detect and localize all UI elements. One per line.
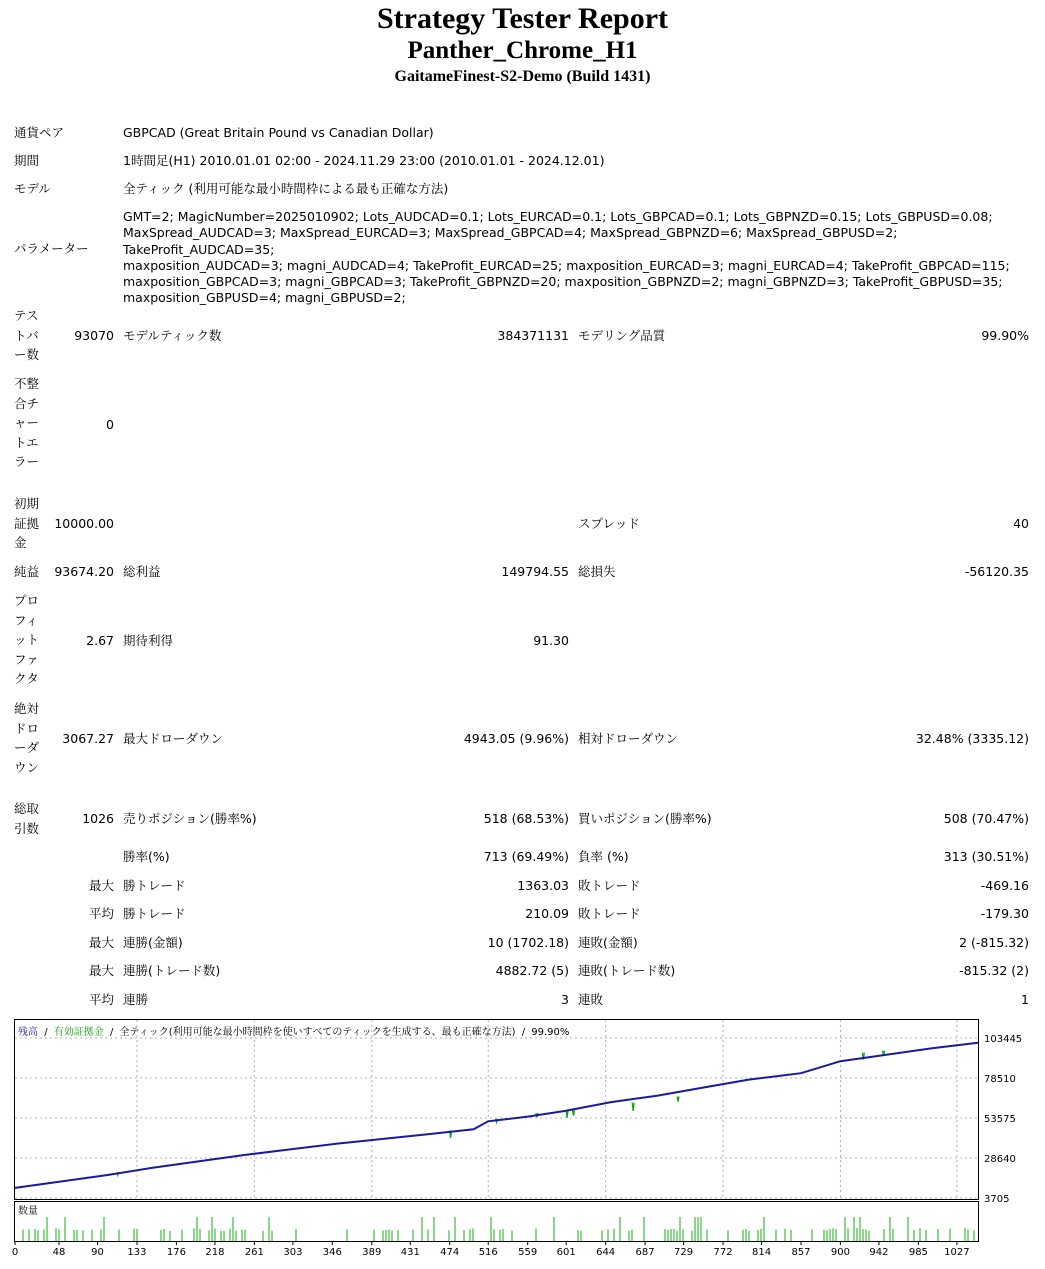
consec-win-cnt-label: 連勝(トレード数): [123, 963, 221, 978]
volume-plot-frame: [15, 1202, 979, 1242]
avg-consec-loss-label: 連敗: [578, 992, 604, 1007]
avg-consec-win-value: 3: [561, 992, 569, 1007]
rel-drawdown-value: 32.48% (3335.12): [915, 731, 1029, 746]
mismatch-label-line: ャー: [14, 415, 40, 431]
x-tick-label: 559: [518, 1247, 538, 1258]
params-value: [123, 209, 1023, 307]
abs-drawdown-label-line: ウン: [14, 759, 40, 775]
trades-label: [14, 799, 50, 838]
long-positions-value: 508 (70.47%): [943, 811, 1029, 826]
x-tick-label: 814: [752, 1247, 772, 1258]
x-tick-label: 857: [791, 1247, 811, 1258]
spread-value: 40: [1013, 516, 1029, 531]
trades-label-line: 引数: [14, 820, 40, 836]
legend-separator: /: [109, 1027, 114, 1038]
report-title: Strategy Tester Report: [376, 2, 669, 35]
x-tick-label: 601: [556, 1247, 576, 1258]
x-tick-label: 389: [362, 1247, 382, 1258]
x-tick-label: 431: [400, 1247, 420, 1258]
profit-factor-label-line: フィ: [14, 612, 39, 628]
win-rate-label: 勝率(%): [123, 849, 170, 864]
params-line: maxposition_GBPUSD=4; magni_GBPUSD=2;: [123, 290, 406, 306]
consec-win-amt-value: 10 (1702.18): [487, 935, 569, 950]
avg-consec-label: 平均: [88, 992, 114, 1007]
params-line: maxposition_AUDCAD=3; magni_AUDCAD=4; TakeProfit_EURCAD=25; maxposition_EURCAD=3; magni_EURCAD=4; TakeProfit_GBPCAD=115;: [123, 257, 1010, 273]
ticks-value: 384371131: [497, 328, 569, 343]
params-line: MaxSpread_AUDCAD=3; MaxSpread_EURCAD=3; MaxSpread_GBPCAD=4; MaxSpread_GBPNZD=6; MaxSpread_GBPUSD=2; TakeProfit_AUDCAD=35;: [123, 225, 898, 257]
bars-label: [14, 306, 50, 365]
gross-profit-label: 総利益: [123, 564, 161, 579]
profit-factor-label-line: ット: [14, 632, 40, 648]
bars-value: 93070: [74, 328, 114, 343]
x-tick-label: 644: [596, 1247, 616, 1258]
loss-rate-value: 313 (30.51%): [943, 849, 1029, 864]
expected-payoff-value: 91.30: [533, 633, 569, 648]
quality-value: 99.90%: [981, 328, 1029, 343]
x-tick-label: 516: [478, 1247, 498, 1258]
bars-label-line: テス: [14, 308, 39, 323]
deposit-label-line: 金: [14, 535, 27, 551]
net-label: 純益: [14, 564, 40, 579]
short-positions-label: 売りポジション(勝率%): [123, 811, 257, 826]
mismatch-label-line: トエ: [14, 434, 39, 450]
x-tick-label: 0: [11, 1247, 19, 1258]
symbol-label: 通貨ペア: [14, 125, 65, 140]
largest-label: 最大: [88, 878, 114, 893]
abs-drawdown-value: 3067.27: [62, 731, 114, 746]
legend-quality: 99.90%: [531, 1027, 570, 1038]
x-tick-label: 687: [635, 1247, 655, 1258]
volume-label: 数量: [18, 1206, 38, 1217]
consec-win-cnt-value: 4882.72 (5): [495, 963, 569, 978]
average-label: 平均: [88, 906, 114, 921]
mismatch-label: [14, 374, 50, 472]
bars-label-line: トバ: [14, 327, 39, 343]
model-value: 全ティック (利用可能な最小時間枠による最も正確な方法): [123, 181, 449, 196]
chart-legend: [18, 1025, 569, 1038]
y-tick-label: 53575: [984, 1114, 1016, 1125]
x-tick-label: 133: [127, 1247, 147, 1258]
consec-loss-amt-value: 2 (-815.32): [959, 935, 1029, 950]
mismatch-value: 0: [106, 417, 114, 432]
legend-equity: 有効証拠金: [53, 1027, 104, 1038]
mismatch-label-line: 合チ: [14, 395, 40, 411]
x-tick-label: 985: [908, 1247, 928, 1258]
params-label: パラメーター: [14, 241, 89, 256]
y-tick-label: 28640: [984, 1154, 1016, 1165]
avg-consec-win-label: 連勝: [123, 992, 149, 1007]
max-drawdown-value: 4943.05 (9.96%): [463, 731, 569, 746]
period-label: 期間: [14, 153, 40, 168]
avg-loss-label: 敗トレード: [578, 906, 641, 921]
x-tick-label: 346: [322, 1247, 342, 1258]
avg-win-label: 勝トレード: [123, 906, 186, 921]
profit-factor-label-line: プロ: [14, 593, 40, 608]
gross-loss-value: -56120.35: [964, 564, 1029, 579]
x-tick-label: 474: [440, 1247, 460, 1258]
x-axis-ticks: [12, 1242, 970, 1258]
avg-win-value: 210.09: [525, 906, 569, 921]
max-drawdown-label: 最大ドローダウン: [123, 731, 224, 746]
deposit-value: 10000.00: [54, 516, 114, 531]
trades-label-line: 総取: [14, 801, 40, 816]
server-name: GaitameFinest-S2-Demo (Build 1431): [394, 68, 651, 85]
legend-separator: /: [44, 1027, 48, 1038]
x-tick-label: 176: [166, 1247, 186, 1258]
consec-win-amt-label: 連勝(金額): [123, 935, 183, 950]
profit-factor-value: 2.67: [86, 633, 114, 648]
y-tick-label: 103445: [984, 1034, 1023, 1045]
profit-factor-label: [14, 591, 50, 689]
max-consec-amt-label: 最大: [88, 935, 114, 950]
y-tick-label: 78510: [984, 1074, 1016, 1085]
x-tick-label: 303: [283, 1247, 303, 1258]
x-tick-label: 772: [713, 1247, 733, 1258]
legend-separator: /: [521, 1027, 526, 1038]
largest-loss-value: -469.16: [980, 878, 1029, 893]
spread-label: スプレッド: [578, 516, 640, 531]
trades-value: 1026: [82, 811, 114, 826]
x-tick-label: 1027: [944, 1247, 970, 1258]
period-value: 1時間足(H1) 2010.01.01 02:00 - 2024.11.29 23:00 (2010.01.01 - 2024.12.01): [123, 153, 605, 168]
gross-profit-value: 149794.55: [501, 564, 569, 579]
largest-win-label: 勝トレード: [123, 878, 186, 893]
y-tick-label: 3705: [984, 1194, 1010, 1205]
max-consec-cnt-label: 最大: [88, 963, 114, 978]
expected-payoff-label: 期待利得: [123, 633, 174, 648]
x-tick-label: 900: [830, 1247, 850, 1258]
abs-drawdown-label-line: ドロ: [14, 720, 40, 736]
mismatch-label-line: ラー: [14, 454, 40, 470]
profit-factor-label-line: クタ: [14, 671, 39, 687]
y-axis-ticks: [984, 1034, 1022, 1205]
short-positions-value: 518 (68.53%): [483, 811, 569, 826]
equity-chart: [0, 1015, 1045, 1269]
win-rate-value: 713 (69.49%): [483, 849, 569, 864]
quality-label: モデリング品質: [578, 328, 666, 343]
profit-factor-label-line: ファ: [14, 651, 39, 667]
main-plot-frame: [15, 1020, 979, 1200]
mismatch-label-line: 不整: [14, 376, 40, 391]
bars-label-line: ー数: [14, 347, 40, 363]
deposit-label-line: 証拠: [14, 515, 40, 531]
deposit-label-line: 初期: [14, 496, 40, 511]
x-tick-label: 48: [52, 1247, 66, 1258]
abs-drawdown-label-line: ーダ: [14, 740, 40, 756]
x-tick-label: 729: [674, 1247, 694, 1258]
params-line: GMT=2; MagicNumber=2025010902; Lots_AUDCAD=0.1; Lots_EURCAD=0.1; Lots_GBPCAD=0.1; Lots_GBPNZD=0.15; Lots_GBPUSD=0.08;: [123, 209, 993, 224]
abs-drawdown-label-line: 絶対: [14, 701, 40, 716]
long-positions-label: 買いポジション(勝率%): [578, 811, 712, 826]
x-tick-label: 90: [91, 1247, 104, 1258]
rel-drawdown-label: 相対ドローダウン: [578, 731, 679, 746]
x-tick-label: 218: [205, 1247, 225, 1258]
consec-loss-amt-label: 連敗(金額): [578, 935, 638, 950]
consec-loss-cnt-label: 連敗(トレード数): [578, 963, 676, 978]
params-line: maxposition_GBPCAD=3; magni_GBPCAD=3; TakeProfit_GBPNZD=20; maxposition_GBPNZD=2; magni_GBPNZD=3; TakeProfit_GBPUSD=35;: [123, 274, 1003, 290]
largest-loss-label: 敗トレード: [578, 878, 641, 893]
expert-name: Panther_Chrome_H1: [407, 37, 638, 64]
symbol-value: GBPCAD (Great Britain Pound vs Canadian Dollar): [123, 125, 434, 140]
largest-win-value: 1363.03: [517, 878, 569, 893]
model-label: モデル: [14, 181, 51, 196]
loss-rate-label: 負率 (%): [578, 849, 629, 864]
gross-loss-label: 総損失: [578, 564, 616, 579]
x-tick-label: 261: [244, 1247, 264, 1258]
avg-loss-value: -179.30: [980, 906, 1029, 921]
legend-balance: 残高: [18, 1027, 38, 1038]
avg-consec-loss-value: 1: [1021, 992, 1029, 1007]
ticks-label: モデルティック数: [123, 328, 222, 343]
net-value: 93674.20: [54, 564, 114, 579]
x-tick-label: 942: [869, 1247, 889, 1258]
legend-model: 全ティック(利用可能な最小時間枠を使いすべてのティックを生成する、最も正確な方法): [119, 1027, 516, 1038]
consec-loss-cnt-value: -815.32 (2): [959, 963, 1029, 978]
